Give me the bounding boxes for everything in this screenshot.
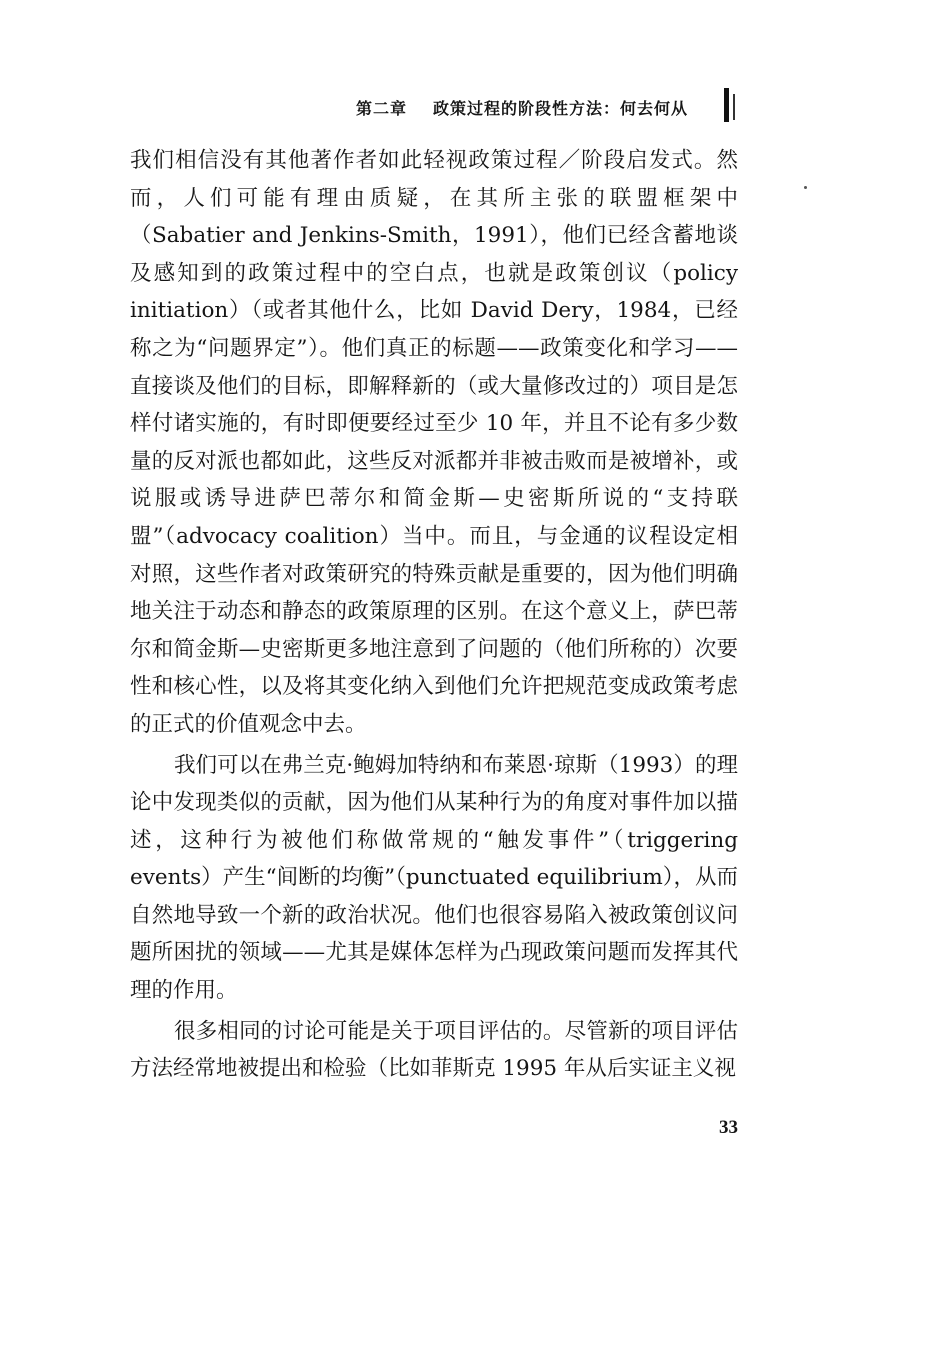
page-number: 33 <box>719 1117 738 1138</box>
scan-speck <box>804 186 807 189</box>
running-head <box>356 94 736 120</box>
running-head-thin-bar <box>733 94 735 120</box>
running-head-bars <box>724 88 738 122</box>
paragraph: 我们可以在弗兰克·鲍姆加特纳和布莱恩·琼斯（1993）的理论中发现类似的贡献，因为他们从某种行为的角度对事件加以描述，这种行为被他们称做常规的“触发事件”（triggering events）产生“间断的均衡”（punctuated equilibrium），从而自然地导致一个新的政治状况。他们也很容易陷入被政策创议问题所困扰的领域——尤其是媒体怎样为凸现政策问题而发挥其代理的作用。 <box>130 752 738 1004</box>
running-head-chapter: 第二章 <box>356 98 408 118</box>
paragraph: 我们相信没有其他著作者如此轻视政策过程／阶段启发式。然而，人们可能有理由质疑，在其所主张的联盟框架中（Sabatier and Jenkins-Smith，1991），他们已经含蓄地谈及感知到的政策过程中的空白点，也就是政策创议（policy initiation）（或者其他什么，比如 David Dery，1984，已经称之为“问题界定”）。他们真正的标题——政策变化和学习——直接谈及他们的目标，即解释新的（或大量修改过的）项目是怎样付诸实施的，有时即便要经过至少 10 年，并且不论有多少数量的反对派也都如此，这些反对派都并非被击败而是被增补，或说服或诱导进萨巴蒂尔和简金斯—史密斯所说的“支持联盟”（advocacy coalition）当中。而且，与金通的议程设定相对照，这些作者对政策研究的特殊贡献是重要的，因为他们明确地关注于动态和静态的政策原理的区别。在这个意义上，萨巴蒂尔和简金斯—史密斯更多地注意到了问题的（他们所称的）次要性和核心性，以及将其变化纳入到他们允许把规范变成政策考虑的正式的价值观念中去。 <box>130 148 738 737</box>
running-head-title: 政策过程的阶段性方法：何去何从 <box>433 98 689 118</box>
paragraph: 很多相同的讨论可能是关于项目评估的。尽管新的项目评估方法经常地被提出和检验（比如菲斯克 1995 年从后实证主义视 <box>130 1018 738 1082</box>
running-head-thick-bar <box>724 88 729 122</box>
body-text <box>130 142 738 1088</box>
